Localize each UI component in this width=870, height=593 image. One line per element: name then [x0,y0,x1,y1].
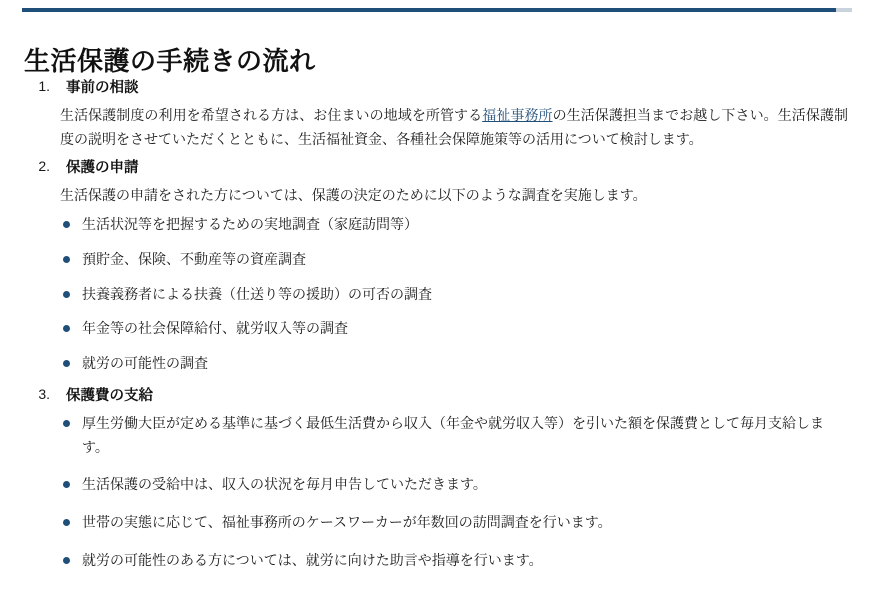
step-item [24,158,848,376]
list-item [60,317,848,341]
header-rule-tail [836,8,852,12]
list-item [60,412,848,460]
fukushi-jimusho-link[interactable]: 福祉事務所 [482,106,553,123]
bullet-icon [63,519,70,526]
list-item [60,511,848,535]
list-item [60,248,848,272]
step-heading: 保護費の支給 [66,387,153,404]
step-bullet-list [60,412,848,573]
step-heading: 保護の申請 [66,159,139,176]
header-rule [22,8,836,12]
list-item-label: 就労の可能性のある方については、就労に向けた助言や指導を行います。 [82,551,543,568]
steps-list [24,78,848,573]
step-paragraph-part2: の生活保護担当までお越し下さい。生活保護制度の説明をさせていただくとともに、生活福祉資金、各種社会保障施策等の活用について検討します。 [60,106,849,148]
list-item-label: 年金等の社会保障給付、就労収入等の調査 [82,320,348,337]
step-number: 3. [38,385,50,402]
bullet-icon [63,557,70,564]
list-item-label: 生活保護の受給中は、収入の状況を毎月申告していただきます。 [82,476,487,493]
list-item [60,549,848,573]
list-item [60,352,848,376]
bullet-icon [63,221,70,228]
list-item-label: 世帯の実態に応じて、福祉事務所のケースワーカーが年数回の訪問調査を行います。 [82,514,612,531]
step-paragraph-part1: 生活保護制度の利用を希望される方は、お住まいの地域を所管する [60,106,483,123]
step-number: 2. [38,157,50,174]
list-item-label: 扶養義務者による扶養（仕送り等の援助）の可否の調査 [82,285,432,302]
bullet-icon [63,360,70,367]
step-paragraph: 生活保護の申請をされた方については、保護の決定のために以下のような調査を実施します。 [60,186,647,203]
bullet-icon [63,256,70,263]
step-bullet-list [60,213,848,376]
step-item [24,78,848,152]
bullet-icon [63,420,70,427]
list-item-label: 生活状況等を把握するための実地調査（家庭訪問等） [82,216,418,232]
list-item-label: 預貯金、保険、不動産等の資産調査 [82,250,306,267]
page-title: 生活保護の手続きの流れ [24,46,316,77]
document-content [24,78,848,587]
bullet-icon [63,325,70,332]
step-heading: 事前の相談 [66,80,139,96]
step-item [24,386,848,573]
bullet-icon [63,481,70,488]
list-item-label: 厚生労働大臣が定める基準に基づく最低生活費から収入（年金や就労収入等）を引いた額を保護費として毎月支給します。 [82,414,824,455]
list-item [60,473,848,497]
step-paragraph [60,103,848,152]
list-item [60,283,848,307]
list-item-label: 就労の可能性の調査 [82,355,208,372]
list-item [60,213,848,237]
bullet-icon [63,291,70,298]
step-number: 1. [38,78,50,94]
